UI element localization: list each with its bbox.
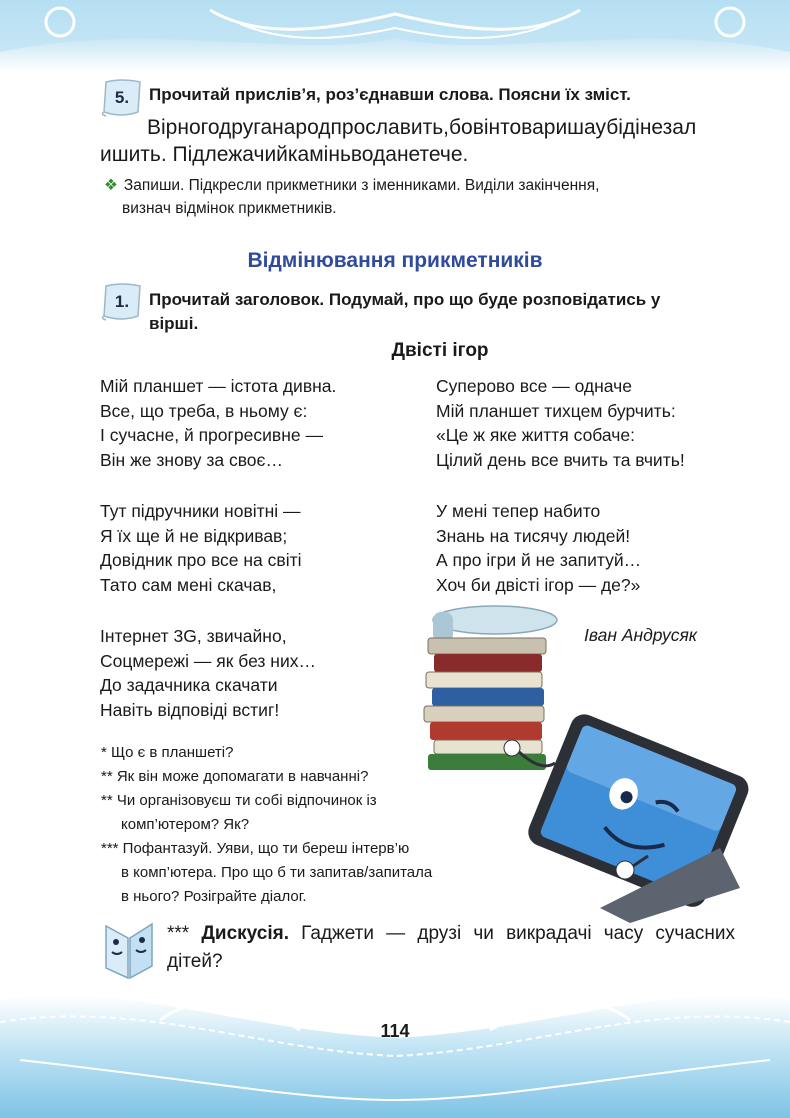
- task-number: 5.: [114, 88, 130, 107]
- poem-title: Двісті ігор: [391, 340, 489, 361]
- question-line: ** Як він може допомагати в навчанні?: [101, 768, 369, 785]
- poem-line: Мій планшет тихцем бурчить:: [436, 400, 676, 421]
- poem-line: Суперово все — одначе: [436, 376, 632, 396]
- discussion-stars: ***: [167, 923, 190, 944]
- question-line: ** Чи організовуєш ти собі відпочинок із: [101, 792, 377, 809]
- discussion-label: Дискусія.: [201, 923, 289, 944]
- proverb-line-1: Вірногодруганародпрославить,бовінтоваришаубідінезал: [147, 116, 697, 139]
- page-number: 114: [380, 1021, 410, 1041]
- poem-line: Навіть відповіді встиг!: [100, 699, 280, 720]
- poem-line: Знань на тисячу людей!: [436, 525, 631, 546]
- question-line: *** Пофантазуй. Уяви, що ти береш інтерв’ю: [101, 840, 410, 857]
- question-line: комп’ютером? Як?: [121, 816, 250, 833]
- poem-line: Довідник про все на світі: [100, 550, 302, 570]
- poem-line: У мені тепер набито: [436, 501, 601, 521]
- task-1-badge: [100, 282, 144, 322]
- poem-line: Я їх ще й не відкривав;: [100, 525, 288, 546]
- top-decorative-band: [0, 0, 790, 72]
- poem-line: Тато сам мені скачав,: [100, 574, 277, 595]
- task-number: 1.: [114, 292, 130, 311]
- poem-author: Іван Андрусяк: [584, 625, 698, 645]
- diamond-bullet-icon: ❖: [104, 177, 118, 194]
- poem-line: Він же знову за своє…: [100, 449, 283, 470]
- tablet-books-illustration: [420, 598, 750, 928]
- question-list: [101, 741, 432, 909]
- poem-line: Соцмережі — як без них…: [100, 650, 316, 671]
- discussion-text: Гаджети — друзі чи викрадачі часу сучасних дітей?: [167, 923, 735, 972]
- proverb-line-2: ишить. Підлежачийкаміньводанетече.: [100, 143, 469, 166]
- poem-line: Все, що треба, в ньому є:: [100, 400, 308, 421]
- poem-stanza-left-1: [100, 374, 336, 472]
- poem-stanza-left-2: [100, 499, 301, 597]
- task-1-instruction-line-1: Прочитай заголовок. Подумай, про що буде розповідатись у: [149, 290, 661, 309]
- task-5-note-line-2: визнач відмінок прикметників.: [122, 200, 337, 217]
- poem-stanza-left-3: [100, 624, 316, 722]
- task-1-instruction-line-2: вірші.: [149, 314, 199, 333]
- poem-line: І сучасне, й прогресивне —: [100, 425, 323, 445]
- poem-line: А про ігри й не запитуй…: [436, 550, 642, 570]
- poem-stanza-right-2: [436, 499, 641, 597]
- task-5-note-line-1: [104, 175, 599, 197]
- poem-line: Цілий день все вчить та вчить!: [436, 449, 685, 470]
- task-5-badge: [100, 78, 144, 118]
- task-5-instruction: Прочитай прислів’я, роз’єднавши слова. Поясни їх зміст.: [149, 85, 631, 104]
- poem-line: Інтернет 3G, звичайно,: [100, 626, 287, 646]
- poem-line: Мій планшет — істота дивна.: [100, 376, 337, 396]
- poem-line: Тут підручники новітні —: [100, 501, 301, 521]
- poem-line: До задачника скачати: [100, 675, 278, 695]
- poem-line: «Це ж яке життя собаче:: [436, 425, 635, 445]
- poem-stanza-right-1: [436, 374, 685, 472]
- question-line: в комп’ютера. Про що б ти запитав/запитала: [121, 864, 433, 881]
- question-line: в нього? Розіграйте діалог.: [121, 888, 307, 905]
- poem-line: Хоч би двісті ігор — де?»: [436, 574, 641, 595]
- section-title: Відмінювання прикметників: [247, 249, 543, 272]
- question-line: * Що є в планшеті?: [101, 744, 234, 761]
- note-text: Запиши. Підкресли прикметники з іменниками. Виділи закінчення,: [123, 177, 600, 194]
